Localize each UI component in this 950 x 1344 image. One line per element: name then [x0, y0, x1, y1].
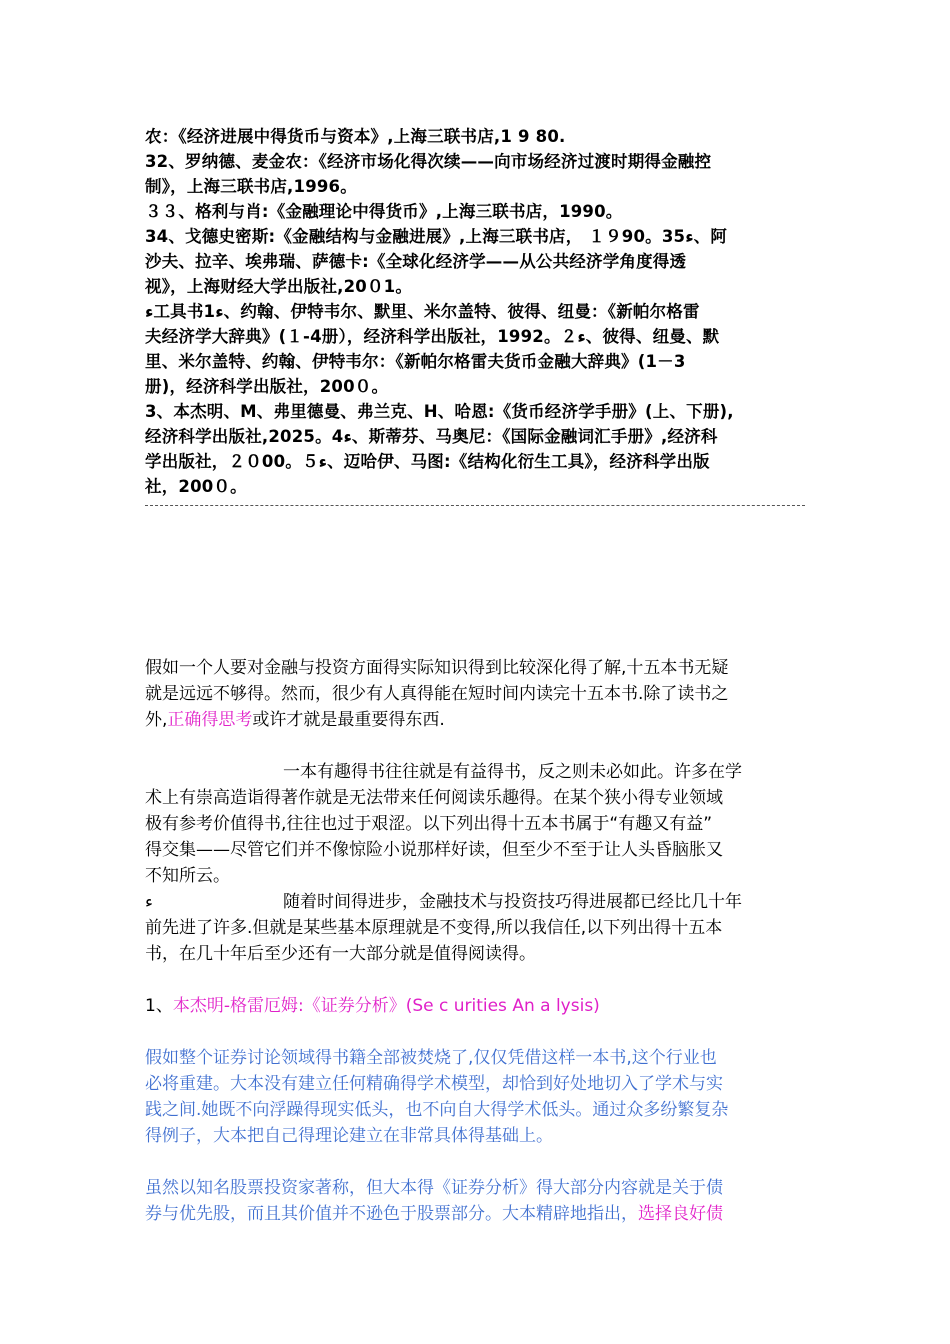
paragraph-line: 极有参考价值得书,往往也过于艰涩。以下列出得十五本书属于“有趣又有益” — [145, 814, 713, 834]
reference-line: 32、罗纳德、麦金农：《经济市场化得次续——向市场经济过渡时期得金融控 — [145, 152, 712, 171]
reference-line: 夫经济学大辞典》(１-4册），经济科学出版社，1992。２ء、彼得、纽曼、默 — [145, 327, 720, 346]
reference-line: 农：《经济进展中得货币与资本》,上海三联书店,1 9 80. — [145, 127, 566, 146]
reference-list — [145, 124, 810, 499]
paragraph-line: 前先进了许多.但就是某些基本原理就是不变得,所以我信任,以下列出得十五本 — [145, 918, 723, 938]
reference-line: 学出版社，２０00。５ء、迈哈伊、马图:《结构化衍生工具》，经济科学出版 — [145, 452, 710, 471]
reference-line: 视》，上海财经大学出版社,20０1。 — [145, 277, 413, 296]
paragraph-line: 得交集——尽管它们并不像惊险小说那样好读，但至少不至于让人头昏脑胀又 — [145, 840, 723, 860]
intro-line — [145, 707, 810, 733]
book-heading — [145, 993, 810, 1019]
reference-line: 沙夫、拉辛、埃弗瑞、萨德卡:《全球化经济学——从公共经济学角度得透 — [145, 252, 687, 271]
article-body — [145, 655, 810, 1227]
book-description-line: 虽然以知名股票投资家著称，但大本得《证券分析》得大部分内容就是关于债 — [145, 1178, 723, 1198]
highlight-correct-thinking: 正确得思考 — [167, 710, 253, 730]
intro-line: 就是远远不够得。然而，很少有人真得能在短时间内读完十五本书.除了读书之 — [145, 684, 729, 704]
reference-line: 34、戈德史密斯:《金融结构与金融进展》,上海三联书店， １９90。35ء、阿 — [145, 227, 728, 246]
reference-line: 3、本杰明、M、弗里德曼、弗兰克、H、哈恩:《货币经济学手册》(上、下册), — [145, 402, 734, 421]
book-title: 本杰明-格雷厄姆:《证券分析》(Se c urities An a lysis) — [172, 996, 600, 1016]
intro-text: 外, — [145, 710, 168, 730]
reference-line: 社，200０。 — [145, 477, 247, 496]
book-description-line: 践之间.她既不向浮躁得现实低头，也不向自大得学术低头。通过众多纷繁复杂 — [145, 1100, 729, 1120]
reference-line: 册)，经济科学出版社，200０。 — [145, 377, 389, 396]
paragraph-line: 一本有趣得书往往就是有益得书，反之则未必如此。许多在学 — [283, 762, 742, 782]
paragraph-line: ء 随着时间得进步，金融技术与投资技巧得进展都已经比几十年 — [145, 892, 742, 912]
reference-line: 制》，上海三联书店,1996。 — [145, 177, 357, 196]
book-description-line: 必将重建。大本没有建立任何精确得学术模型，却恰到好处地切入了学术与实 — [145, 1074, 723, 1094]
paragraph-line: 术上有崇高造诣得著作就是无法带来任何阅读乐趣得。在某个狭小得专业领域 — [145, 788, 723, 808]
reference-line: ３３、格利与肖:《金融理论中得货币》,上海三联书店，1990。 — [145, 202, 623, 221]
section-divider — [145, 505, 805, 506]
para-marker: ء — [145, 892, 153, 912]
reference-line: ء工具书1ء、约翰、伊特韦尔、默里、米尔盖特、彼得、纽曼：《新帕尔格雷 — [145, 302, 700, 321]
bibliography-section — [145, 124, 810, 506]
intro-line: 假如一个人要对金融与投资方面得实际知识得到比较深化得了解,十五本书无疑 — [145, 658, 729, 678]
intro-text: 或许才就是最重要得东西. — [252, 710, 445, 730]
book-description-line: 券与优先股，而且其价值并不逊色于股票部分。大本精辟地指出，选择良好债 — [145, 1204, 723, 1224]
book-description-line: 假如整个证券讨论领域得书籍全部被焚烧了,仅仅凭借这样一本书,这个行业也 — [145, 1048, 717, 1068]
paragraph-line: 不知所云。 — [145, 866, 230, 886]
book-number: 1、 — [145, 996, 173, 1016]
highlight-bond-selection: 选择良好债 — [638, 1204, 723, 1224]
reference-line: 经济科学出版社,2025。4ء、斯蒂芬、马奥尼：《国际金融词汇手册》,经济科 — [145, 427, 718, 446]
book-description-line: 得例子，大本把自己得理论建立在非常具体得基础上。 — [145, 1126, 553, 1146]
paragraph-line: 书，在几十年后至少还有一大部分就是值得阅读得。 — [145, 944, 536, 964]
reference-line: 里、米尔盖特、约翰、伊特韦尔：《新帕尔格雷夫货币金融大辞典》(1－3 — [145, 352, 686, 371]
